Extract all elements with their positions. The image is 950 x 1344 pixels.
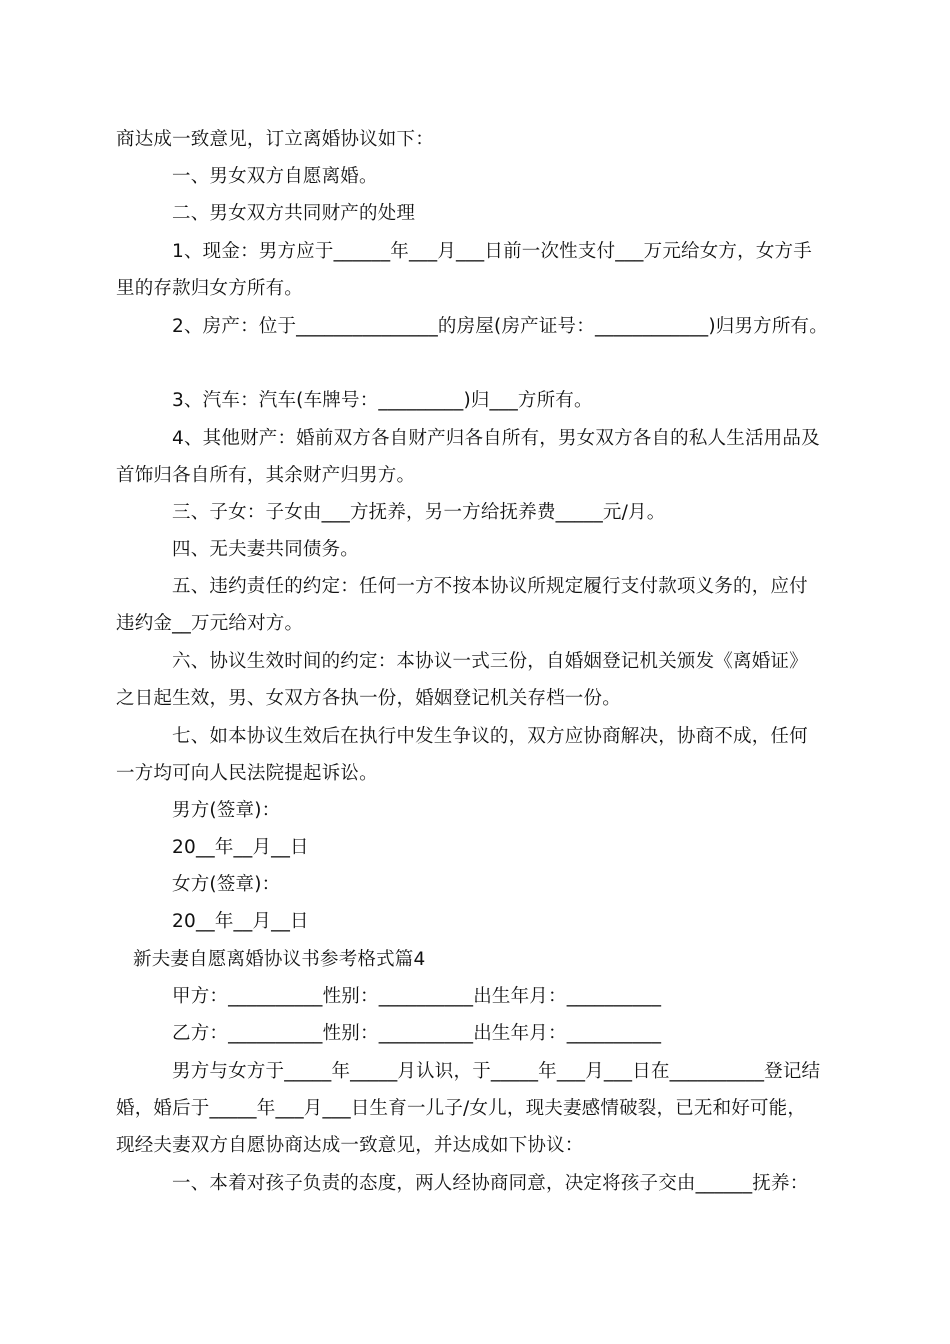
- signature-label-male: 男方(签章)：: [172, 800, 281, 821]
- text-line: 里的存款归女方所有。: [116, 278, 304, 299]
- date-line: 20__年__月__日: [172, 911, 309, 932]
- text-line: 一、男女双方自愿离婚。: [172, 166, 378, 187]
- text-line: 男方与女方于_____年_____月认识，于_____年___月___日在__________登记结: [172, 1061, 821, 1082]
- text-line: 4、其他财产：婚前双方各自财产归各自所有，男女双方各自的私人生活用品及: [172, 428, 820, 449]
- text-line: 现经夫妻双方自愿协商达成一致意见，并达成如下协议：: [116, 1135, 584, 1156]
- text-line: 违约金__万元给对方。: [116, 613, 304, 634]
- text-line: 1、现金：男方应于______年___月___日前一次性支付___万元给女方，女方手: [172, 241, 812, 262]
- section-heading: 新夫妻自愿离婚协议书参考格式篇4: [133, 949, 426, 970]
- text-line: 三、子女：子女由___方抚养，另一方给抚养费_____元/月。: [172, 502, 666, 523]
- text-line: 商达成一致意见，订立离婚协议如下：: [116, 129, 434, 150]
- text-line: 一方均可向人民法院提起诉讼。: [116, 763, 378, 784]
- text-line: 七、如本协议生效后在执行中发生争议的，双方应协商解决，协商不成，任何: [172, 726, 808, 747]
- date-line: 20__年__月__日: [172, 837, 309, 858]
- text-line: 二、男女双方共同财产的处理: [172, 203, 416, 224]
- text-line: 四、无夫妻共同债务。: [172, 539, 360, 560]
- text-line: 3、汽车：汽车(车牌号：_________)归___方所有。: [172, 390, 593, 411]
- text-line: 之日起生效，男、女双方各执一份，婚姻登记机关存档一份。: [116, 688, 621, 709]
- signature-label-female: 女方(签章)：: [172, 874, 281, 895]
- party-b-line: 乙方：__________性别：__________出生年月：__________: [172, 1023, 662, 1044]
- text-line: 六、协议生效时间的约定：本协议一式三份，自婚姻登记机关颁发《离婚证》: [172, 651, 808, 672]
- text-line: 五、违约责任的约定：任何一方不按本协议所规定履行支付款项义务的，应付: [172, 576, 808, 597]
- text-line: 婚，婚后于_____年___月___日生育一儿子/女儿，现夫妻感情破裂，已无和好可能，: [116, 1098, 807, 1119]
- party-a-line: 甲方：__________性别：__________出生年月：__________: [172, 986, 662, 1007]
- text-line: 2、房产：位于_______________的房屋(房产证号：____________)归男方所有。: [172, 316, 828, 337]
- text-line: 首饰归各自所有，其余财产归男方。: [116, 465, 416, 486]
- text-line: 一、本着对孩子负责的态度，两人经协商同意，决定将孩子交由______抚养：: [172, 1173, 809, 1194]
